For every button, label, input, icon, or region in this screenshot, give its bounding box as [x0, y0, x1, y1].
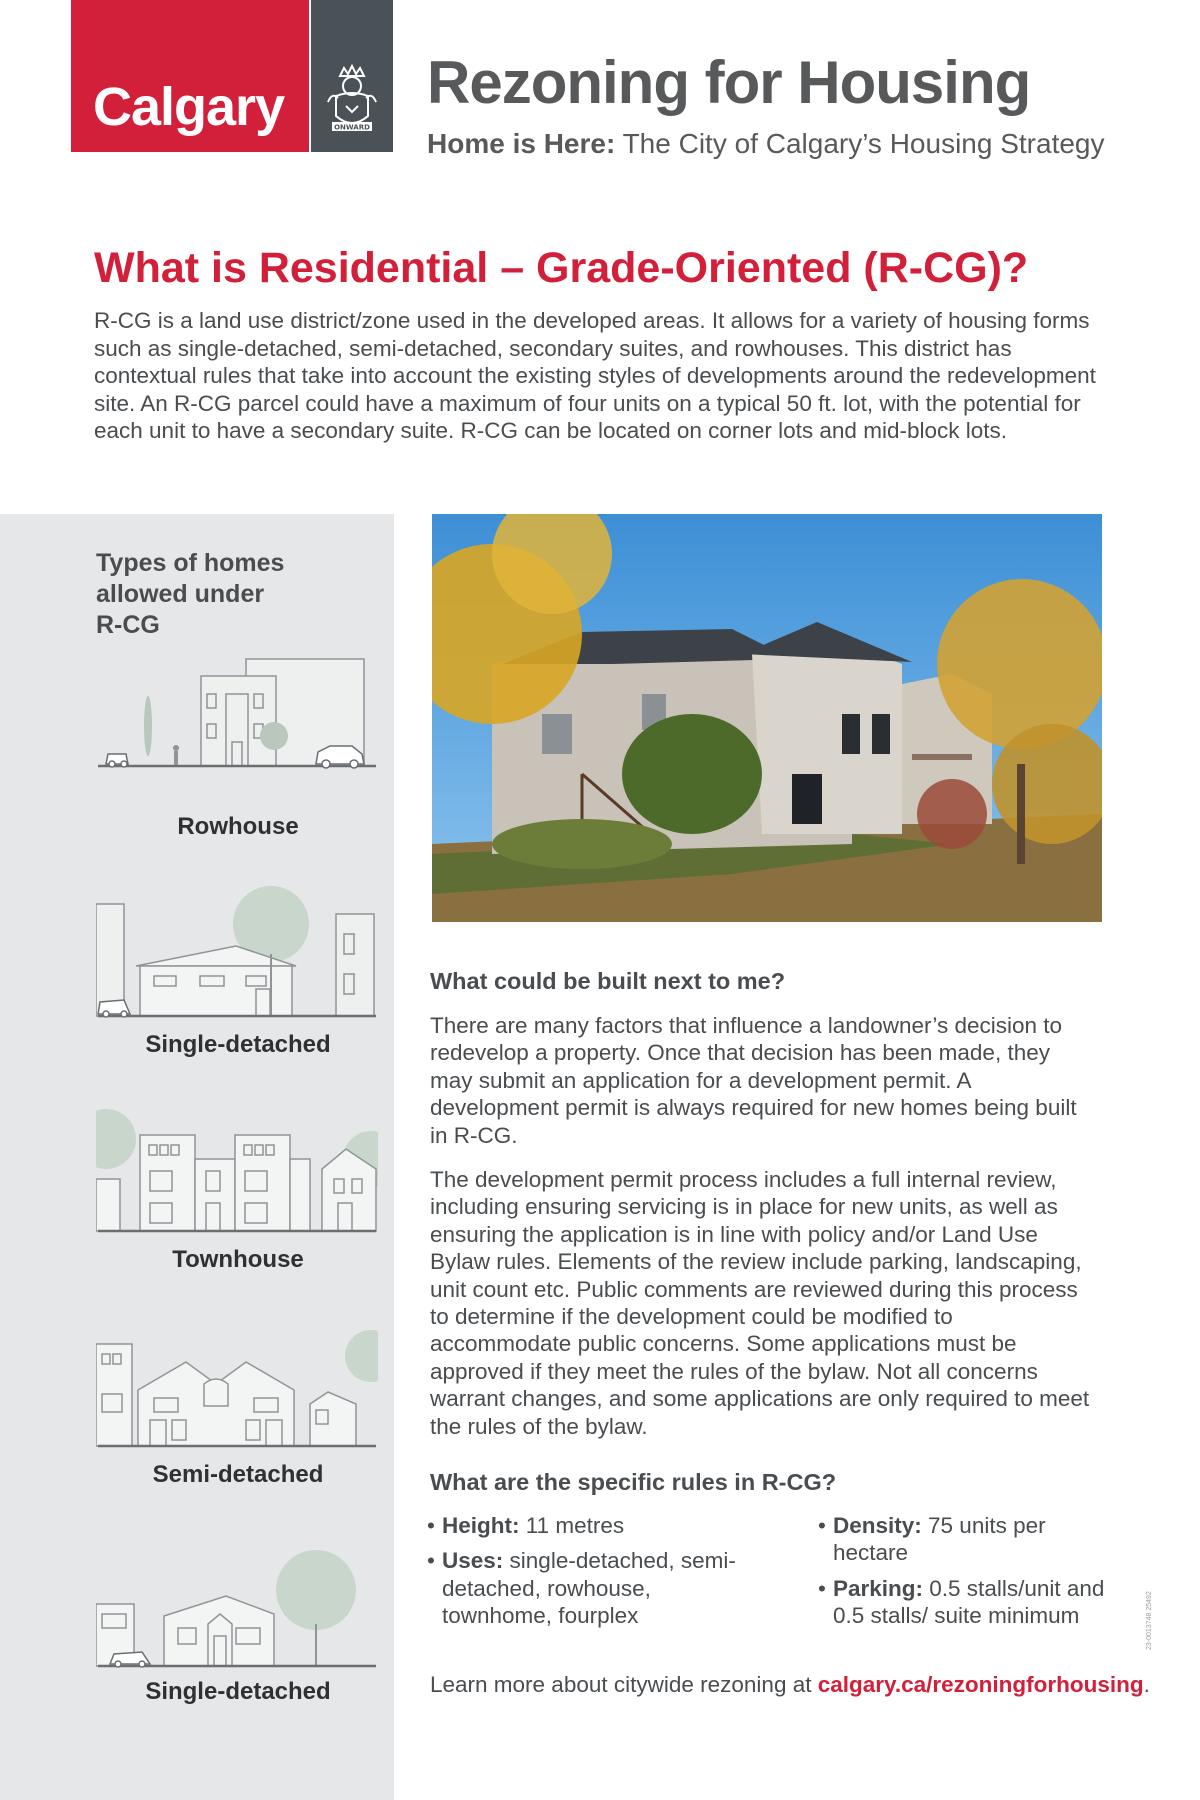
subtitle-rest: The City of Calgary’s Housing Strategy: [615, 128, 1105, 159]
rules-list-col2: [818, 1512, 1108, 1638]
rule-height: • Height: 11 metres: [427, 1512, 767, 1539]
sidebar-title: Types of homes allowed under R-CG: [96, 549, 285, 639]
learn-more-line: Learn more about citywide rezoning at calgary.ca/rezoningforhousing.: [430, 1672, 1150, 1697]
subtitle-bold: Home is Here:: [427, 128, 616, 159]
logo-wordmark: Calgary: [93, 77, 285, 137]
heading-built-next-to-me: What could be built next to me?: [430, 968, 786, 994]
rules-list-col1: [427, 1512, 767, 1638]
type-label-single-detached-1: Single-detached: [145, 1031, 331, 1058]
housing-types-sidebar: [0, 514, 394, 1800]
intro-heading: What is Residential – Grade-Oriented (R-CG)?: [94, 244, 1029, 292]
document-number: 23-0013748 25492: [1146, 1591, 1153, 1650]
heading-specific-rules: What are the specific rules in R-CG?: [430, 1469, 837, 1495]
paragraph-review-process: The development permit process includes a full internal review, including ensuring servicing is in place for new units, as well as ensuring the application is in line with policy and/or Land Use Bylaw rules. Elements of the review include parking, landscaping, unit count etc. Public comments are reviewed during this process to determine if the development could be modified to accommodate public concerns. Some applications must be approved if they meet the rules of the bylaw. Not all concerns warrant changes, and some applications are only required to meet the rules of the bylaw.: [430, 1167, 1090, 1439]
page-title: Rezoning for Housing: [427, 49, 1031, 116]
rule-uses: • Uses: single-detached, semi-detached, rowhouse, townhome, fourplex: [427, 1547, 767, 1629]
rule-parking: • Parking: 0.5 stalls/unit and 0.5 stalls/ suite minimum: [818, 1575, 1108, 1630]
semi-detached-illustration: [96, 1314, 378, 1454]
street-photo: [432, 514, 1102, 922]
crest-motto: ONWARD: [334, 123, 370, 132]
type-label-semi-detached: Semi-detached: [152, 1461, 324, 1488]
paragraph-development-permit: There are many factors that influence a landowner’s decision to redevelop a property. Once that decision has been made, they may submit an application for a development permit. A development permit is always required for new homes being built in R-CG.: [430, 1013, 1077, 1148]
crest-icon: [322, 62, 382, 142]
type-label-single-detached-2: Single-detached: [145, 1678, 331, 1705]
single-detached-illustration: [96, 884, 378, 1024]
single-detached-illustration-2: [96, 1524, 378, 1674]
rule-density: • Density: 75 units per hectare: [818, 1512, 1108, 1567]
townhouse-illustration: [96, 1099, 378, 1239]
rowhouse-illustration: [96, 654, 378, 774]
rezoning-link[interactable]: calgary.ca/rezoningforhousing: [817, 1672, 1144, 1697]
calgary-logo: [71, 0, 309, 152]
type-label-townhouse: Townhouse: [172, 1246, 304, 1273]
page-subtitle: [427, 128, 1105, 160]
city-crest: [311, 0, 393, 152]
intro-paragraph: R-CG is a land use district/zone used in the developed areas. It allows for a variety of housing forms such as single-detached, semi-detached, secondary suites, and rowhouses. This district has contextual rules that take into account the existing styles of developments around the redevelopment site. An R-CG parcel could have a maximum of four units on a typical 50 ft. lot, with the potential for each unit to have a secondary suite. R-CG can be located on corner lots and mid-block lots.: [94, 308, 1096, 443]
type-label-rowhouse: Rowhouse: [177, 813, 299, 840]
